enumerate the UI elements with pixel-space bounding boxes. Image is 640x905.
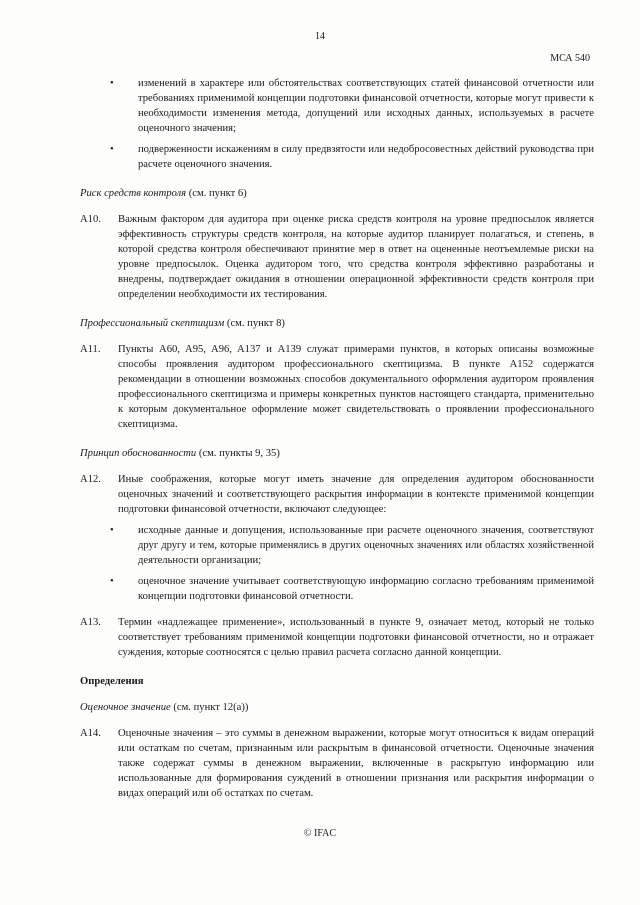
subheading-ref: (см. пункт 12(a))	[170, 702, 249, 713]
subheading-reasonableness	[80, 446, 594, 461]
paragraph-text: Оценочные значения – это суммы в денежном выражении, которые могут относиться к видам операций или остаткам по счетам, признанным или раскрытым в финансовой отчетности. Оценочные значения также содержат суммы в денежном выражении, включенные в раскрытую информацию или использованные для формирования суждений в отношении признания или раскрытия информации о видах операций или об остатках по счетам.	[118, 728, 594, 799]
paragraph-text: Иные соображения, которые могут иметь значение для определения аудитором обоснованности оценочных значений и соответствующего раскрытия информации в контексте применимой концепции подготовки финансовой отчетности, включают следующее:	[118, 474, 594, 515]
subheading-title: Профессиональный скептицизм	[80, 318, 225, 329]
bullet-item	[110, 574, 594, 604]
footer-copyright: © IFAC	[303, 828, 337, 839]
subheading-ref: (см. пункт 6)	[186, 188, 247, 199]
paragraph-a11	[80, 342, 594, 432]
section-heading: Определения	[80, 676, 144, 687]
bullet-item	[110, 523, 594, 568]
paragraph-text: Важным фактором для аудитора при оценке риска средств контроля на уровне предпосылок является эффективность структуры средств контроля, на которые аудитор планирует полагаться, и степень, в которой средства контроля обеспечивают принятие мер в ответ на оцененные неотъемлемые риски на уровне предпосылок. Оценка аудитором того, что средства контроля эффективно разработаны и внедрены, подтверждает ожидания в отношении операционной эффективности средств контроля при определении необходимости их тестирования.	[118, 214, 594, 300]
bullet-text: подверженности искажениям в силу предвзятости или недобросовестных действий руководства при расчете оценочного значения.	[138, 144, 594, 170]
subheading-skepticism	[80, 316, 594, 331]
bullet-icon: •	[110, 144, 114, 155]
paragraph-a13	[80, 615, 594, 660]
paragraph-text: Пункты A60, A95, A96, A137 и A139 служат примерами пунктов, в которых описаны возможные способы проявления аудитором профессионального скептицизма. В пункте A152 содержатся рекомендации в отношении возможных способов документального оформления аудитором проявления профессионального скептицизма и примеры конкретных пунктов настоящего стандарта, применительно к которым документальное оформление может свидетельствовать о проявлении профессионального скептицизма.	[118, 344, 594, 430]
standard-code: МСА 540	[550, 53, 590, 64]
bullet-text: исходные данные и допущения, использованные при расчете оценочного значения, соответствуют друг другу и тем, которые применялись в других оценочных значениях или областях хозяйственной деятельности организации;	[138, 525, 594, 566]
page-number: 14	[315, 31, 325, 42]
paragraph-a14	[80, 726, 594, 801]
subheading-ref: (см. пункты 9, 35)	[196, 448, 280, 459]
bullet-icon: •	[110, 525, 114, 536]
bullet-item	[80, 142, 594, 172]
paragraph-text: Термин «надлежащее применение», использованный в пункте 9, означает метод, который не только соответствует требованиям применимой концепции подготовки финансовой отчетности, но и отражает суждения, которые соотносятся с целью правил расчета согласно данной концепции.	[118, 617, 594, 658]
bullet-icon: •	[110, 78, 114, 89]
subheading-ref: (см. пункт 8)	[224, 318, 285, 329]
bullet-item	[80, 76, 594, 136]
subheading-title: Оценочное значение	[80, 702, 171, 713]
paragraph-label: A11.	[80, 344, 101, 355]
bullet-text: изменений в характере или обстоятельствах соответствующих статей финансовой отчетности или требованиях применимой концепции подготовки финансовой отчетности, которые могут привести к необходимости изменения метода, допущений или исходных данных, используемых в расчете оценочного значения;	[138, 78, 594, 134]
paragraph-label: A12.	[80, 474, 101, 485]
paragraph-label: A13.	[80, 617, 101, 628]
paragraph-label: A10.	[80, 214, 101, 225]
paragraph-label: A14.	[80, 728, 101, 739]
page-content	[80, 76, 594, 801]
subheading-title: Риск средств контроля	[80, 188, 187, 199]
paragraph-a10	[80, 212, 594, 302]
bullet-icon: •	[110, 576, 114, 587]
bullet-text: оценочное значение учитывает соответствующую информацию согласно требованиям применимой концепции подготовки финансовой отчетности.	[138, 576, 594, 602]
subheading-accounting-estimate	[80, 700, 594, 715]
subheading-control-risk	[80, 186, 594, 201]
paragraph-a12	[80, 472, 594, 604]
subheading-title: Принцип обоснованности	[80, 448, 197, 459]
